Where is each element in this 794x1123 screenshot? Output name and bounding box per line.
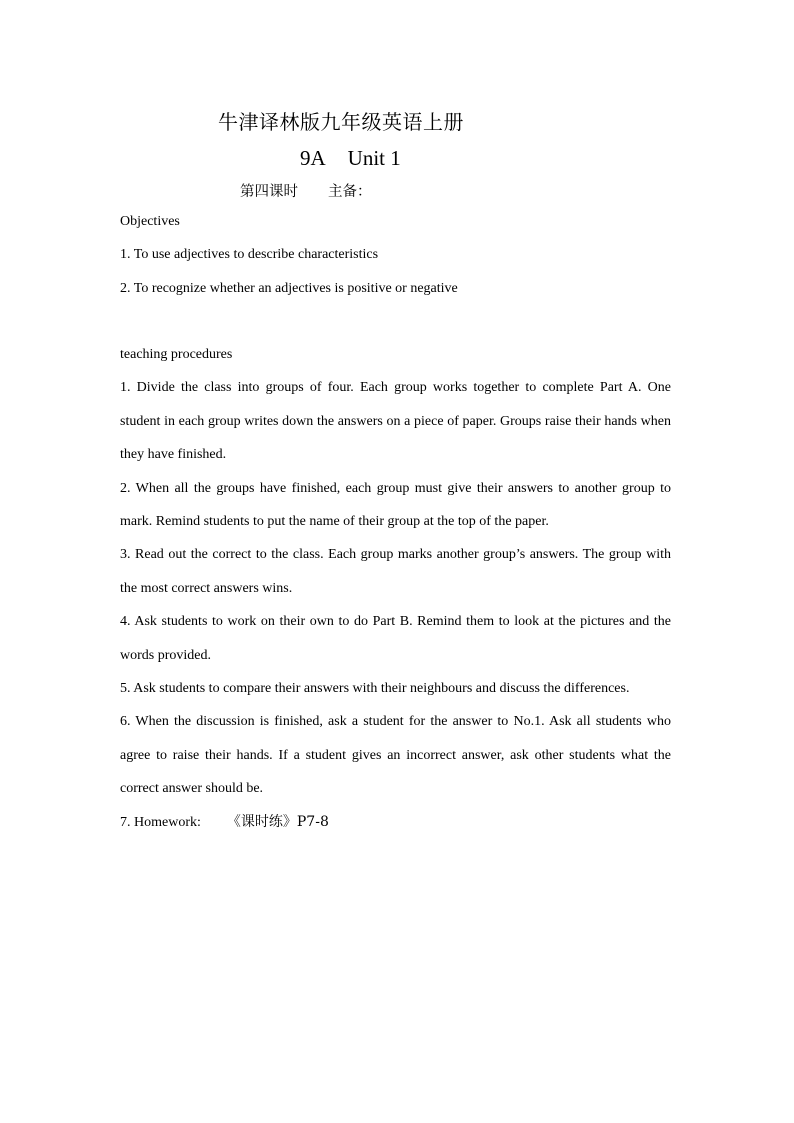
objectives-heading: Objectives [120, 214, 180, 229]
objectives-section [120, 205, 671, 305]
lead-teacher-label: 主备： [328, 184, 372, 200]
lesson-number: 第四课时 [240, 184, 298, 200]
lesson-info [240, 180, 372, 201]
procedure-step: 2. When all the groups have finished, each group must give their answers to another group to mark. Remind students to put the name of their group at the top of the paper. [120, 480, 671, 530]
unit-code: 9A [300, 146, 326, 170]
procedure-step: 3. Read out the correct to the class. Each group marks another group’s answers. The group with the most correct answers wins. [120, 547, 671, 596]
homework-line [120, 806, 671, 839]
procedure-step: 5. Ask students to compare their answers with their neighbours and discuss the differences. [120, 681, 630, 697]
objective-item: 1. To use adjectives to describe characteristics [120, 247, 379, 263]
procedure-step: 4. Ask students to work on their own to do Part B. Remind them to look at the pictures and the words provided. [120, 614, 671, 663]
objective-item: 2. To recognize whether an adjectives is positive or negative [120, 280, 458, 296]
homework-label: 7. Homework: [120, 814, 201, 830]
procedure-step: 6. When the discussion is finished, ask a student for the answer to No.1. Ask all students who agree to raise their hands. If a student gives an incorrect answer, ask other students what the correct answer should be. [120, 714, 671, 797]
homework-value: 《课时练》P7-8 [226, 813, 329, 830]
procedure-step: 1. Divide the class into groups of four. Each group works together to complete Part A. One student in each group writes down the answers on a piece of paper. Groups raise their hands when they have finished. [120, 380, 671, 463]
procedures-heading: teaching procedures [120, 347, 233, 362]
unit-heading [300, 146, 401, 171]
document-title: 牛津译林版九年级英语上册 [218, 110, 464, 134]
procedures-section [120, 338, 671, 839]
unit-name: Unit 1 [347, 146, 401, 170]
